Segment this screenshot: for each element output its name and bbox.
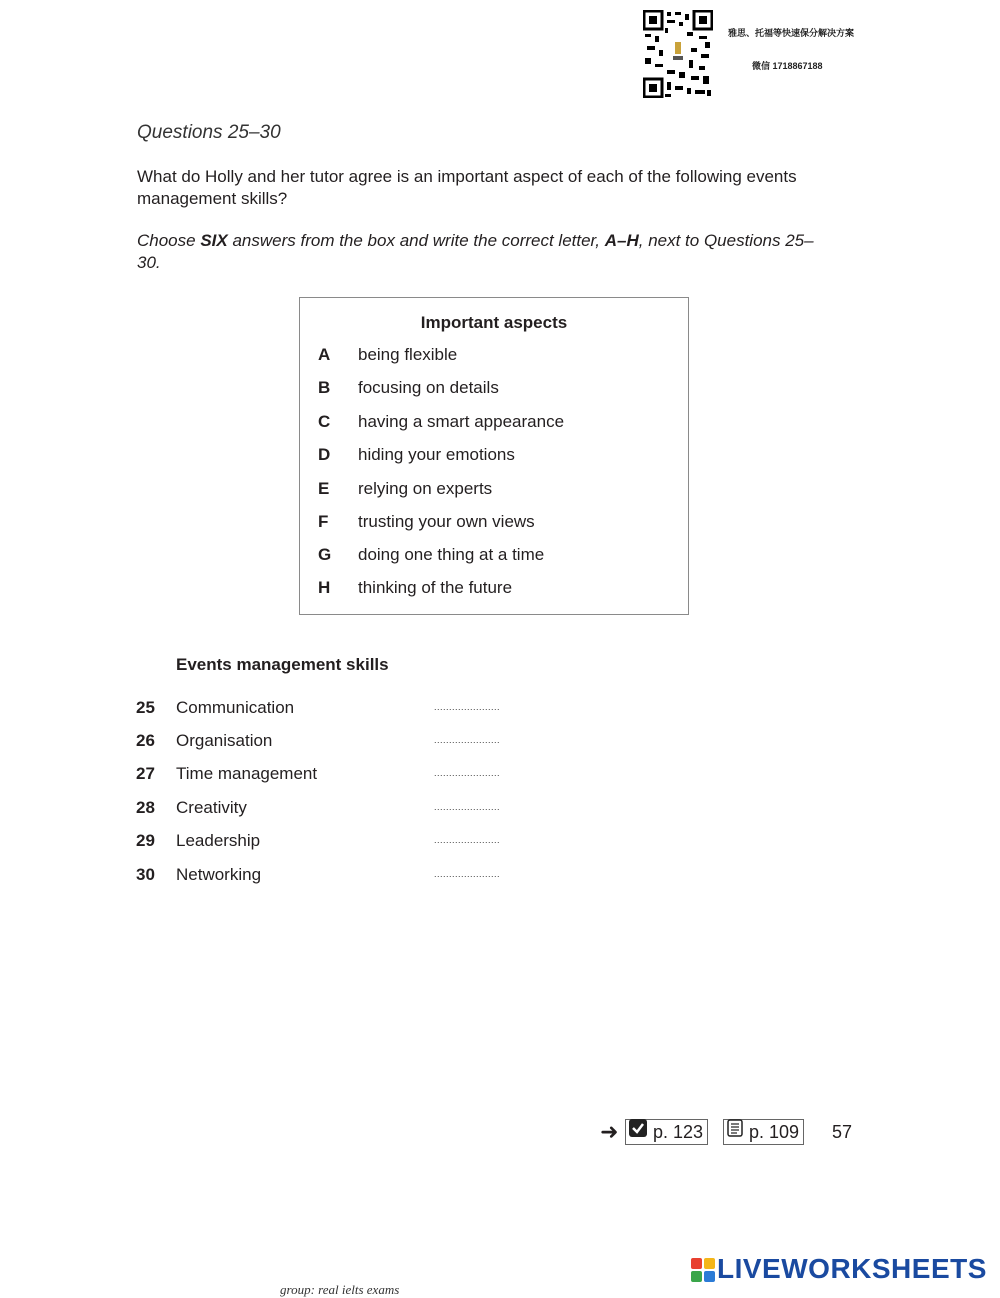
option-text: doing one thing at a time	[358, 545, 545, 564]
liveworksheets-logo-icon	[691, 1258, 715, 1282]
question-number: 28	[136, 798, 155, 817]
answer-blank-26[interactable]: ......................	[434, 735, 501, 745]
option-letter: B	[318, 378, 331, 397]
question-25	[136, 698, 536, 722]
aspects-box	[299, 297, 689, 615]
option-letter: C	[318, 412, 331, 431]
answer-blank-27[interactable]: ......................	[434, 768, 501, 778]
qr-code-icon	[643, 10, 713, 98]
question-28	[136, 798, 536, 822]
question-number: 26	[136, 731, 155, 750]
skill-name: Creativity	[176, 798, 247, 817]
option-text: relying on experts	[358, 479, 493, 498]
promo-text: 雅思、托福等快速保分解决方案	[728, 28, 855, 38]
question-number: 29	[136, 831, 155, 850]
question-30	[136, 865, 536, 889]
skill-name: Leadership	[176, 831, 261, 850]
question-text: What do Holly and her tutor agree is an important aspect of each of the following events management skills?	[137, 167, 797, 208]
option-letter: E	[318, 479, 330, 498]
answer-key-ref	[625, 1119, 708, 1145]
promo-contact: 微信 1718867188	[752, 61, 823, 71]
aspects-title: Important aspects	[420, 313, 568, 332]
instruction: Choose SIX answers from the box and write the correct letter, A–H, next to Questions 25–30.	[137, 231, 814, 272]
page-number: 57	[832, 1122, 853, 1142]
question-number: 30	[136, 865, 155, 884]
skill-name: Organisation	[176, 731, 273, 750]
option-letter: F	[318, 512, 329, 531]
answer-blank-25[interactable]: ......................	[434, 702, 501, 712]
transcript-page: p. 109	[749, 1122, 800, 1142]
option-letter: A	[318, 345, 331, 364]
arrow-right-icon: ➜	[600, 1119, 619, 1144]
answer-blank-30[interactable]: ......................	[434, 869, 501, 879]
document-icon	[727, 1119, 743, 1143]
skills-heading: Events management skills	[176, 655, 389, 674]
skill-name: Communication	[176, 698, 295, 717]
skill-name: Time management	[176, 764, 318, 783]
option-text: trusting your own views	[358, 512, 535, 531]
section-title: Questions 25–30	[137, 122, 281, 143]
answer-blank-28[interactable]: ......................	[434, 802, 501, 812]
option-letter: D	[318, 445, 331, 464]
answer-blank-29[interactable]: ......................	[434, 835, 501, 845]
option-text: focusing on details	[358, 378, 499, 397]
answer-key-page: p. 123	[653, 1122, 704, 1142]
transcript-ref	[723, 1119, 804, 1145]
skill-name: Networking	[176, 865, 262, 884]
brand-name: LIVEWORKSHEETS	[717, 1253, 987, 1284]
option-text: having a smart appearance	[358, 412, 565, 431]
question-26	[136, 731, 536, 755]
question-27	[136, 764, 536, 788]
question-number: 25	[136, 698, 155, 717]
option-text: being flexible	[358, 345, 458, 364]
question-number: 27	[136, 764, 155, 783]
question-29	[136, 831, 536, 855]
option-text: thinking of the future	[358, 578, 513, 597]
group-label: group: real ielts exams	[280, 1282, 400, 1297]
tick-box-icon	[629, 1119, 647, 1143]
option-letter: G	[318, 545, 332, 564]
option-letter: H	[318, 578, 331, 597]
option-text: hiding your emotions	[358, 445, 515, 464]
